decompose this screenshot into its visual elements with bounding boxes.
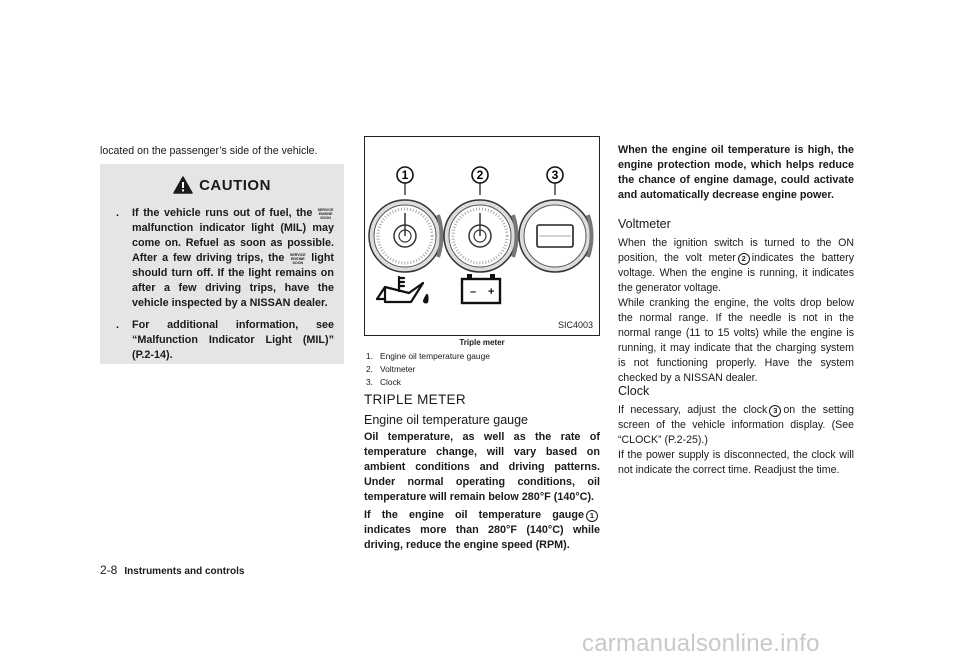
clock-gauge: [519, 200, 592, 272]
caution-item-text-a: If the vehicle runs out of fuel, the: [132, 207, 313, 219]
figure-legend: [366, 350, 490, 389]
callout-ref-3: 3: [769, 405, 781, 417]
clock-title: Clock: [618, 384, 650, 398]
bullet: .: [116, 207, 119, 219]
caution-header: [100, 172, 344, 198]
triple-meter-figure: [364, 136, 600, 336]
engine-protection-paragraph: When the engine oil temperature is high, the engine protection mode, which helps reduce the chance of engine damage, could activate and automatically decrease engine power.: [618, 144, 854, 201]
voltmeter-gauge: [444, 200, 517, 272]
section-title: TRIPLE METER: [364, 392, 466, 407]
voltmeter-paragraph-1: When the ignition switch is turned to the ON position, the volt meter 2 indicates the battery voltage. When the engine is running, it indicates the generator voltage.: [618, 237, 854, 294]
service-engine-soon-icon: SERVICE ENGINE SOON: [289, 253, 306, 265]
figure-caption: Triple meter: [459, 338, 505, 347]
triple-meter-illustration: [365, 137, 599, 335]
caution-item-text: For additional information, see “Malfunction Indicator Light (MIL)” (P.2-14).: [132, 319, 334, 361]
battery-icon: [462, 274, 500, 303]
page-footer: [100, 563, 244, 577]
oil-temp-warning-paragraph: If the engine oil temperature gauge 1indicates more than 280°F (140°C) while driving, reduce the engine speed (RPM).: [364, 509, 600, 551]
callout-ref-1: 1: [586, 510, 598, 522]
caution-list: [116, 206, 334, 363]
voltmeter-title: Voltmeter: [618, 217, 671, 231]
caution-title: CAUTION: [199, 176, 271, 194]
clock-paragraph-1: If necessary, adjust the clock 3 on the setting screen of the vehicle information display. (See “CLOCK” (P.2-25).): [618, 404, 855, 446]
battery-positive-sign: +: [488, 286, 495, 298]
clock-paragraph-2: If the power supply is disconnected, the clock will not indicate the correct time. Readjust the time.: [618, 449, 854, 476]
voltmeter-paragraph-2: While cranking the engine, the volts drop below the normal range. If the needle is not in the normal range (11 to 15 volts) while the engine is running, it may indicate that the charging system is not functioning properly. Have the system checked by a NISSAN dealer.: [618, 297, 854, 384]
intro-text: located on the passenger’s side of the vehicle.: [100, 145, 318, 157]
figure-code: SIC4003: [557, 320, 593, 330]
callout-2: 2: [476, 168, 484, 182]
oil-can-icon: [377, 277, 428, 302]
battery-negative-sign: –: [470, 286, 477, 298]
oil-temp-paragraph: Oil temperature, as well as the rate of temperature change, will vary based on ambient conditions and driving patterns. Under normal operating conditions, oil temperature will remain below 280°F (140°C).: [364, 431, 600, 503]
caution-item-text-c: light should turn off. If the light remains on after a few driving trips, have the vehicle inspected by a NISSAN dealer.: [132, 252, 335, 309]
caution-box: [100, 164, 344, 364]
caution-item: [116, 318, 334, 363]
legend-item: 1. Engine oil temperature gauge: [366, 351, 490, 361]
page-number: 2-8: [100, 563, 118, 577]
subsection-title: Engine oil temperature gauge: [364, 413, 529, 427]
legend-item: 2. Voltmeter: [366, 364, 416, 374]
footer-section: Instruments and controls: [124, 566, 245, 577]
callout-ref-2: 2: [738, 253, 750, 265]
callout-1: 1: [401, 168, 409, 182]
bullet: .: [116, 319, 119, 331]
callout-3: 3: [551, 168, 559, 182]
legend-item: 3. Clock: [366, 377, 401, 387]
watermark: carmanualsonline.info: [582, 630, 820, 657]
warning-triangle-icon: [173, 176, 193, 194]
caution-item: [116, 206, 334, 311]
service-engine-soon-icon: SERVICE ENGINE SOON: [317, 208, 334, 220]
oil-temperature-gauge: [369, 200, 442, 272]
caution-item-text-b: malfunction indicator light (MIL) may come on. Refuel as soon as possible. After a few driving trips, the: [132, 222, 334, 264]
